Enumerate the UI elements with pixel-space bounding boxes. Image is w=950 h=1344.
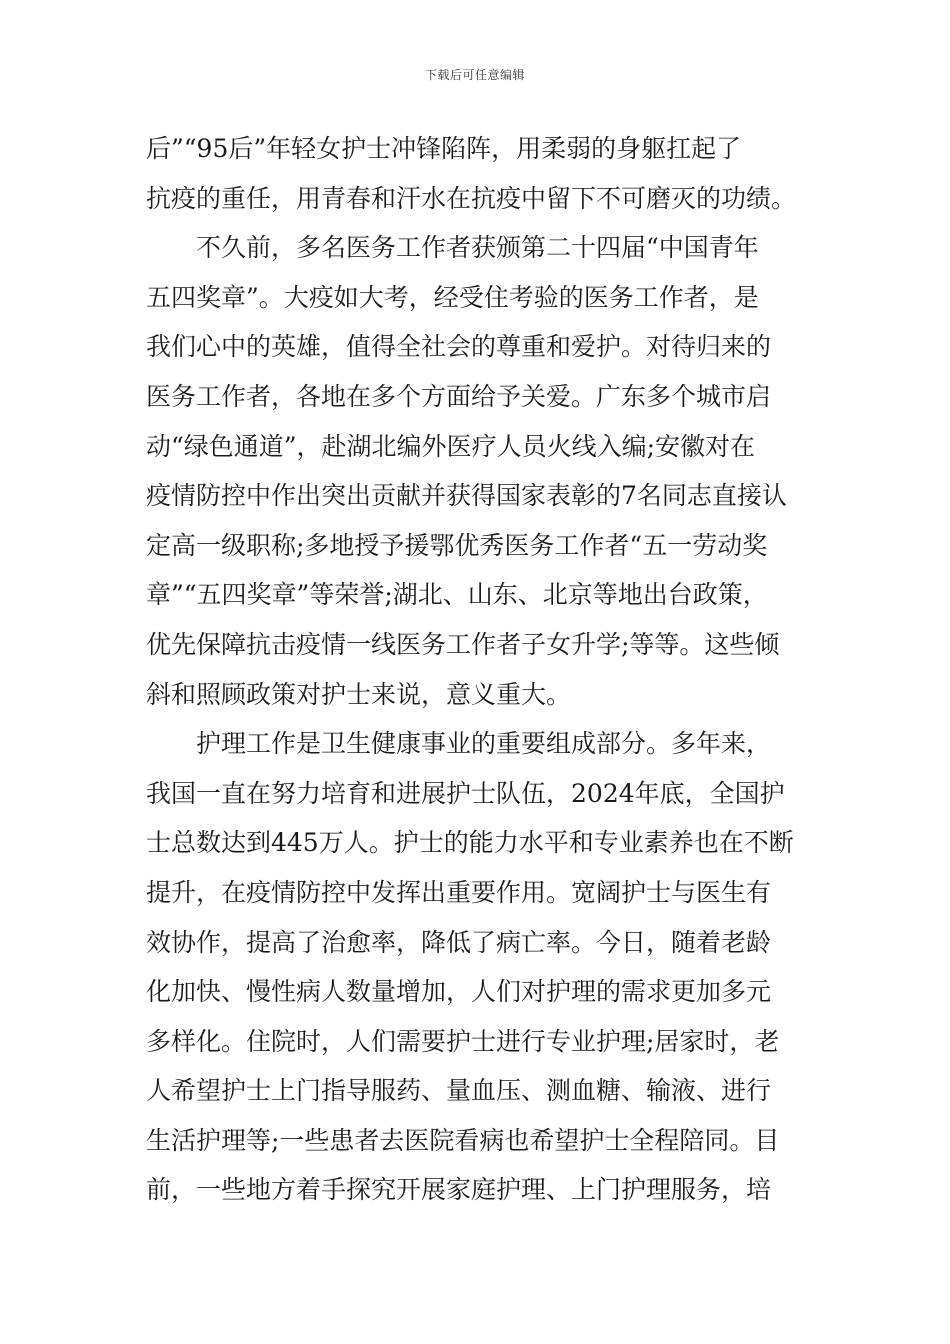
- body-line: 护理工作是卫生健康事业的重要组成部分。多年来，: [196, 729, 772, 759]
- body-line: 不久前，多名医务工作者获颁第二十四届“中国青年: [196, 233, 759, 263]
- body-line: 章”“五四奖章”等荣誉;湖北、山东、北京等地出台政策，: [146, 580, 768, 610]
- body-line: 后”“95后”年轻女护士冲锋陷阵，用柔弱的身躯扛起了: [146, 134, 742, 163]
- body-line: 斜和照顾政策对护士来说，意义重大。: [146, 679, 572, 709]
- body-line: 动“绿色通道”，赴湖北编外医疗人员火线入编;安徽对在: [146, 431, 755, 461]
- body-line: 士总数达到445万人。护士的能力水平和专业素养也在不断: [146, 828, 794, 858]
- body-line: 医务工作者，各地在多个方面给予关爱。广东多个城市启: [146, 381, 772, 411]
- body-line: 前，一些地方着手探究开展家庭护理、上门护理服务，培: [146, 1175, 772, 1205]
- page-header: 下载后可任意编辑: [424, 68, 525, 82]
- body-line: 人希望护士上门指导服药、量血压、测血糖、输液、进行: [146, 1076, 772, 1106]
- body-line: 抗疫的重任，用青春和汗水在抗疫中留下不可磨灭的功绩。: [146, 183, 797, 213]
- body-line: 我们心中的英雄，值得全社会的尊重和爱护。对待归来的: [146, 332, 772, 362]
- document-body: [146, 124, 808, 1215]
- body-line: 提升，在疫情防控中发挥出重要作用。宽阔护士与医生有: [146, 877, 772, 907]
- body-line: 优先保障抗击疫情一线医务工作者子女升学;等等。这些倾: [146, 629, 780, 659]
- body-line: 五四奖章”。大疫如大考，经受住考验的医务工作者，是: [146, 282, 759, 312]
- body-line: 生活护理等;一些患者去医院看病也希望护士全程陪同。目: [146, 1125, 780, 1155]
- body-line: 多样化。住院时，人们需要护士进行专业护理;居家时，老: [146, 1026, 780, 1056]
- body-line: 疫情防控中作出突出贡献并获得国家表彰的7名同志直接认: [146, 481, 787, 511]
- body-line: 效协作，提高了治愈率，降低了病亡率。今日，随着老龄: [146, 927, 772, 957]
- body-line: 我国一直在努力培育和进展护士队伍，2024年底，全国护: [146, 778, 785, 808]
- body-line: 化加快、慢性病人数量增加，人们对护理的需求更加多元: [146, 977, 772, 1007]
- body-line: 定高一级职称;多地授予援鄂优秀医务工作者“五一劳动奖: [146, 530, 768, 560]
